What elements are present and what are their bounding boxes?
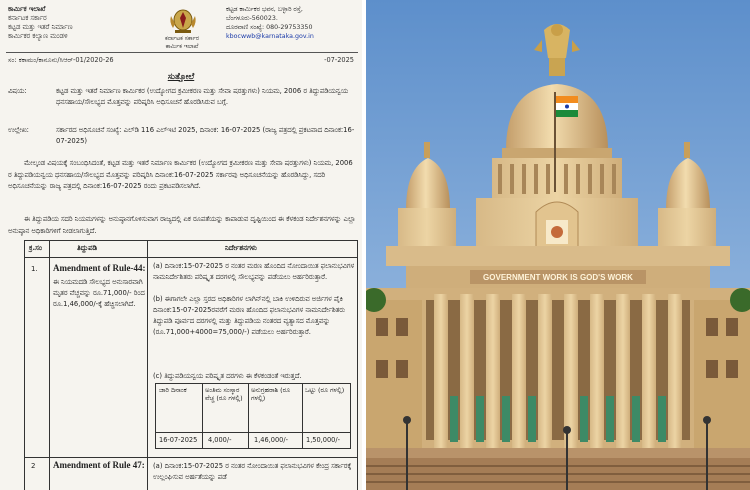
rates-value-funeral: 4,000/- bbox=[208, 436, 232, 444]
building-illustration bbox=[366, 0, 750, 490]
table-header-serial: ಕ್ರ.ಸಂ bbox=[29, 244, 42, 252]
row-2-number: 2 bbox=[31, 462, 36, 470]
rates-header-total: ಒಟ್ಟು (ರೂ ಗಳಲ್ಲಿ) bbox=[305, 386, 345, 394]
header-center bbox=[142, 35, 222, 51]
rates-header-exgratia: ಅನುಗ್ರಹರಾಶಿ (ರೂ ಗಳಲ್ಲಿ) bbox=[251, 386, 291, 402]
row-2-amendment-title: Amendment of Rule 47: bbox=[53, 460, 145, 470]
references-text: ಸರ್ಕಾರದ ಅಧಿಸೂಚನೆ ಸಂಖ್ಯೆ: ಎಲ್‌ಡಿ 116 ಎಲ್‌ಇಟಿ 2025, ದಿನಾಂಕ: 16-07-2025 (ರಾಜ್ಯ ಪತ್ರದಲ್ಲಿ ಪ್ರಕಟವಾದ ದಿನಾಂಕ:16-07-2025) bbox=[56, 126, 355, 145]
header-center-line1: ಕರ್ನಾಟಕ ಸರ್ಕಾರ bbox=[164, 35, 200, 42]
subject-block bbox=[8, 86, 358, 108]
header-right-line3: ದೂರವಾಣಿ ಸಂಖ್ಯೆ: 080-29753350 bbox=[226, 24, 313, 31]
building-photo bbox=[366, 0, 750, 490]
building-inscription: GOVERNMENT WORK IS GOD'S WORK bbox=[483, 273, 633, 282]
row-1-direction-b: (b) ಈಗಾಗಲೇ ಎಲ್ಲಾ ಸ್ತರದ ಅಧಿಕಾರಿಗಳ ಲಾಗಿನ್‌ನಲ್ಲಿ ಬಾಕಿ ಉಳಿದಿರುವ ಅರ್ಜಿಗಳ ಪೈಕಿ ದಿನಾಂಕ:15-07-2025ರವರೆಗೆ ಮರಣ ಹೊಂದಿದ ಫಲಾನುಭವಿಗಳ ನಾಮನಿರ್ದೇಶಿತರು ತಿದ್ದುಪಡಿ ಪೂರ್ವದ ದರಗಳಲ್ಲಿ ಮತ್ತು ತಿದ್ದುಪಡಿಯ ನಂತರದ ವ್ಯತ್ಯಾಸದ ಮೊತ್ತವನ್ನು (ರೂ.71,000+4000=75,000/-) ಪಡೆಯಲು ಅರ್ಹರಿರುತ್ತಾರೆ. bbox=[153, 295, 345, 336]
references-block bbox=[8, 125, 358, 147]
circular-document bbox=[0, 0, 362, 490]
body-paragraph-2: ಈ ತಿದ್ದುಪಡಿಯ ಸದರಿ ನಿಯಮಗಳನ್ನು ಅನುಷ್ಠಾನಗೊಳಿಸುವಾಗ ರಾಜ್ಯದಲ್ಲಿ ಏಕ ರೂಪತೆಯನ್ನು ಕಾಪಾಡುವ ದೃಷ್ಟಿಯಿಂದ ಈ ಕೆಳಕಂಡ ನಿರ್ದೇಶನಗಳನ್ನು ಎಲ್ಲಾ ಅನುಷ್ಠಾನ ಅಧಿಕಾರಿಗಳಿಗೆ ನೀಡಲಾಗುತ್ತಿದೆ. bbox=[8, 215, 356, 235]
row-1-direction-a: (a) ದಿನಾಂಕ:15-07-2025 ರ ನಂತರ ಮರಣ ಹೊಂದಿದ ನೋಂದಾಯಿತ ಫಲಾನುಭವಿಗಳ ನಾಮನಿರ್ದೇಶಿತರು ಪರಿಷ್ಕೃತ ದರಗಳಲ್ಲಿ ಸೌಲಭ್ಯವನ್ನು ಪಡೆಯಲು ಅರ್ಹರಿರುತ್ತಾರೆ. bbox=[153, 262, 355, 281]
table-header-amendment: ತಿದ್ದುಪಡಿ bbox=[77, 244, 97, 252]
header-left-line4: ಕಾರ್ಮಿಕರ ಕಲ್ಯಾಣ ಮಂಡಳಿ bbox=[8, 32, 68, 40]
document-date: -07-2025 bbox=[324, 56, 354, 64]
revised-rates-table bbox=[155, 383, 351, 449]
reference-number: ಸಂ: ಕಕಾಮಂ/ಕಾನೂನು/ಸಿಆರ್-01/2020-26 bbox=[8, 56, 114, 64]
circular-title: ಸುತ್ತೋಲೆ bbox=[167, 72, 195, 82]
rates-header-date: ಜಾರಿ ದಿನಾಂಕ bbox=[159, 386, 187, 394]
rates-value-date: 16-07-2025 bbox=[159, 436, 198, 444]
rates-header-funeral: ಅಂತಿಮ ಸಂಸ್ಕಾರ ವೆಚ್ಚ (ರೂ ಗಳಲ್ಲಿ) bbox=[205, 386, 243, 402]
rates-value-exgratia: 1,46,000/- bbox=[254, 436, 288, 444]
header-left-line1: ಕಾರ್ಮಿಕ ಇಲಾಖೆ bbox=[8, 5, 46, 13]
row-1-number: 1. bbox=[31, 265, 38, 273]
header-email: kbocwwb@karnataka.gov.in bbox=[226, 33, 314, 40]
header-left-line2: ಕರ್ನಾಟಕ ಸರ್ಕಾರ bbox=[8, 14, 47, 22]
header-divider bbox=[6, 52, 358, 53]
header-left bbox=[8, 5, 138, 41]
sub-header bbox=[8, 56, 358, 65]
header-center-line2: ಕಾರ್ಮಿಕ ಇಲಾಖೆ bbox=[165, 43, 199, 50]
header-left-line3: ಕಟ್ಟಡ ಮತ್ತು ಇತರೆ ನಿರ್ಮಾಣ bbox=[8, 23, 73, 31]
body-paragraph-1: ಮೇಲ್ಕಂಡ ವಿಷಯಕ್ಕೆ ಸಂಬಂಧಿಸಿದಂತೆ, ಕಟ್ಟಡ ಮತ್ತು ಇತರೆ ನಿರ್ಮಾಣ ಕಾರ್ಮಿಕರ (ಉದ್ಯೋಗದ ಕ್ರಮೀಕರಣ ಮತ್ತು ಸೇವಾ ಷರತ್ತುಗಳು) ನಿಯಮ, 2006 ರ ತಿದ್ದುಪಡಿಯನ್ವಯ ಧನಸಹಾಯ/ಸೌಲಭ್ಯದ ಮೊತ್ತವನ್ನು ಪರಿಷ್ಕರಿಸಿ ದಿನಾಂಕ:16-07-2025 ಸರ್ಕಾರವು ಅಧಿಸೂಚನೆಯನ್ನು ಹೊರಡಿಸಿದ್ದು, ಸದರಿ ಅಧಿಸೂಚನೆಯನ್ನು ರಾಜ್ಯ ಪತ್ರದಲ್ಲಿ ದಿನಾಂಕ:16-07-2025 ರಂದು ಪ್ರಕಟಪಡಿಸಲಾಗಿದೆ. bbox=[8, 159, 353, 190]
row-1-amendment-title: Amendment of Rule-44: bbox=[53, 263, 146, 273]
directions-table bbox=[24, 240, 358, 490]
table-header-directions: ನಿರ್ದೇಶನಗಳು bbox=[225, 244, 257, 252]
state-emblem-icon bbox=[165, 4, 201, 34]
row-1-direction-c: (c) ತಿದ್ದುಪಡಿಯನ್ವಯ ಪರಿಷ್ಕೃತ ದರಗಳು ಈ ಕೆಳಕಂಡಂತೆ ಇರುತ್ತದೆ. bbox=[153, 372, 302, 380]
row-1-amendment-text: ಈ ನಿಯಮದಡಿ ಸೌಲಭ್ಯದ ಅನುಸಾರವಾಗಿ ಮೃತರ ವೆಚ್ಚವನ್ನು ರೂ.71,000/- ರಿಂದ ರೂ.1,46,000/-ಕ್ಕೆ ಹೆಚ್ಚಿಸಲಾಗಿದೆ. bbox=[53, 278, 145, 308]
subject-text: ಕಟ್ಟಡ ಮತ್ತು ಇತರೆ ನಿರ್ಮಾಣ ಕಾರ್ಮಿಕರ (ಉದ್ಯೋಗದ ಕ್ರಮೀಕರಣ ಮತ್ತು ಸೇವಾ ಷರತ್ತುಗಳು) ನಿಯಮ, 2006 ರ ತಿದ್ದುಪಡಿಯನ್ವಯ ಧನಸಹಾಯ/ಸೌಲಭ್ಯದ ಮೊತ್ತವನ್ನು ಪರಿಷ್ಕರಿಸಿ ಅಧಿಸೂಚನೆ ಹೊರಡಿಸಿರುವ ಬಗ್ಗೆ. bbox=[56, 87, 349, 106]
header-right bbox=[226, 5, 360, 41]
references-label: ಉಲ್ಲೇಖ: bbox=[8, 126, 29, 134]
header-right-line2: ಬೆಂಗಳೂರು-560023. bbox=[226, 15, 278, 22]
rates-value-total: 1,50,000/- bbox=[306, 436, 340, 444]
row-2-direction-a: (a) ದಿನಾಂಕ:15-07-2025 ರ ನಂತರ ನೋಂದಾಯಿತ ಫಲಾನುಭವಿಗಳ ಕೇಂದ್ರ ಸರ್ಕಾರಕ್ಕೆ ಉಲ್ಲಂಘಿಸುವ ಅರ್ಹತೆಯನ್ನು ಪಡೆ bbox=[153, 462, 352, 481]
header-right-line1: ಕಟ್ಟಡ ಕಾರ್ಮಿಕರ ಭವನ, ಬಳ್ಳಾರಿ ರಸ್ತೆ, bbox=[226, 6, 303, 13]
subject-label: ವಿಷಯ: bbox=[8, 87, 27, 95]
